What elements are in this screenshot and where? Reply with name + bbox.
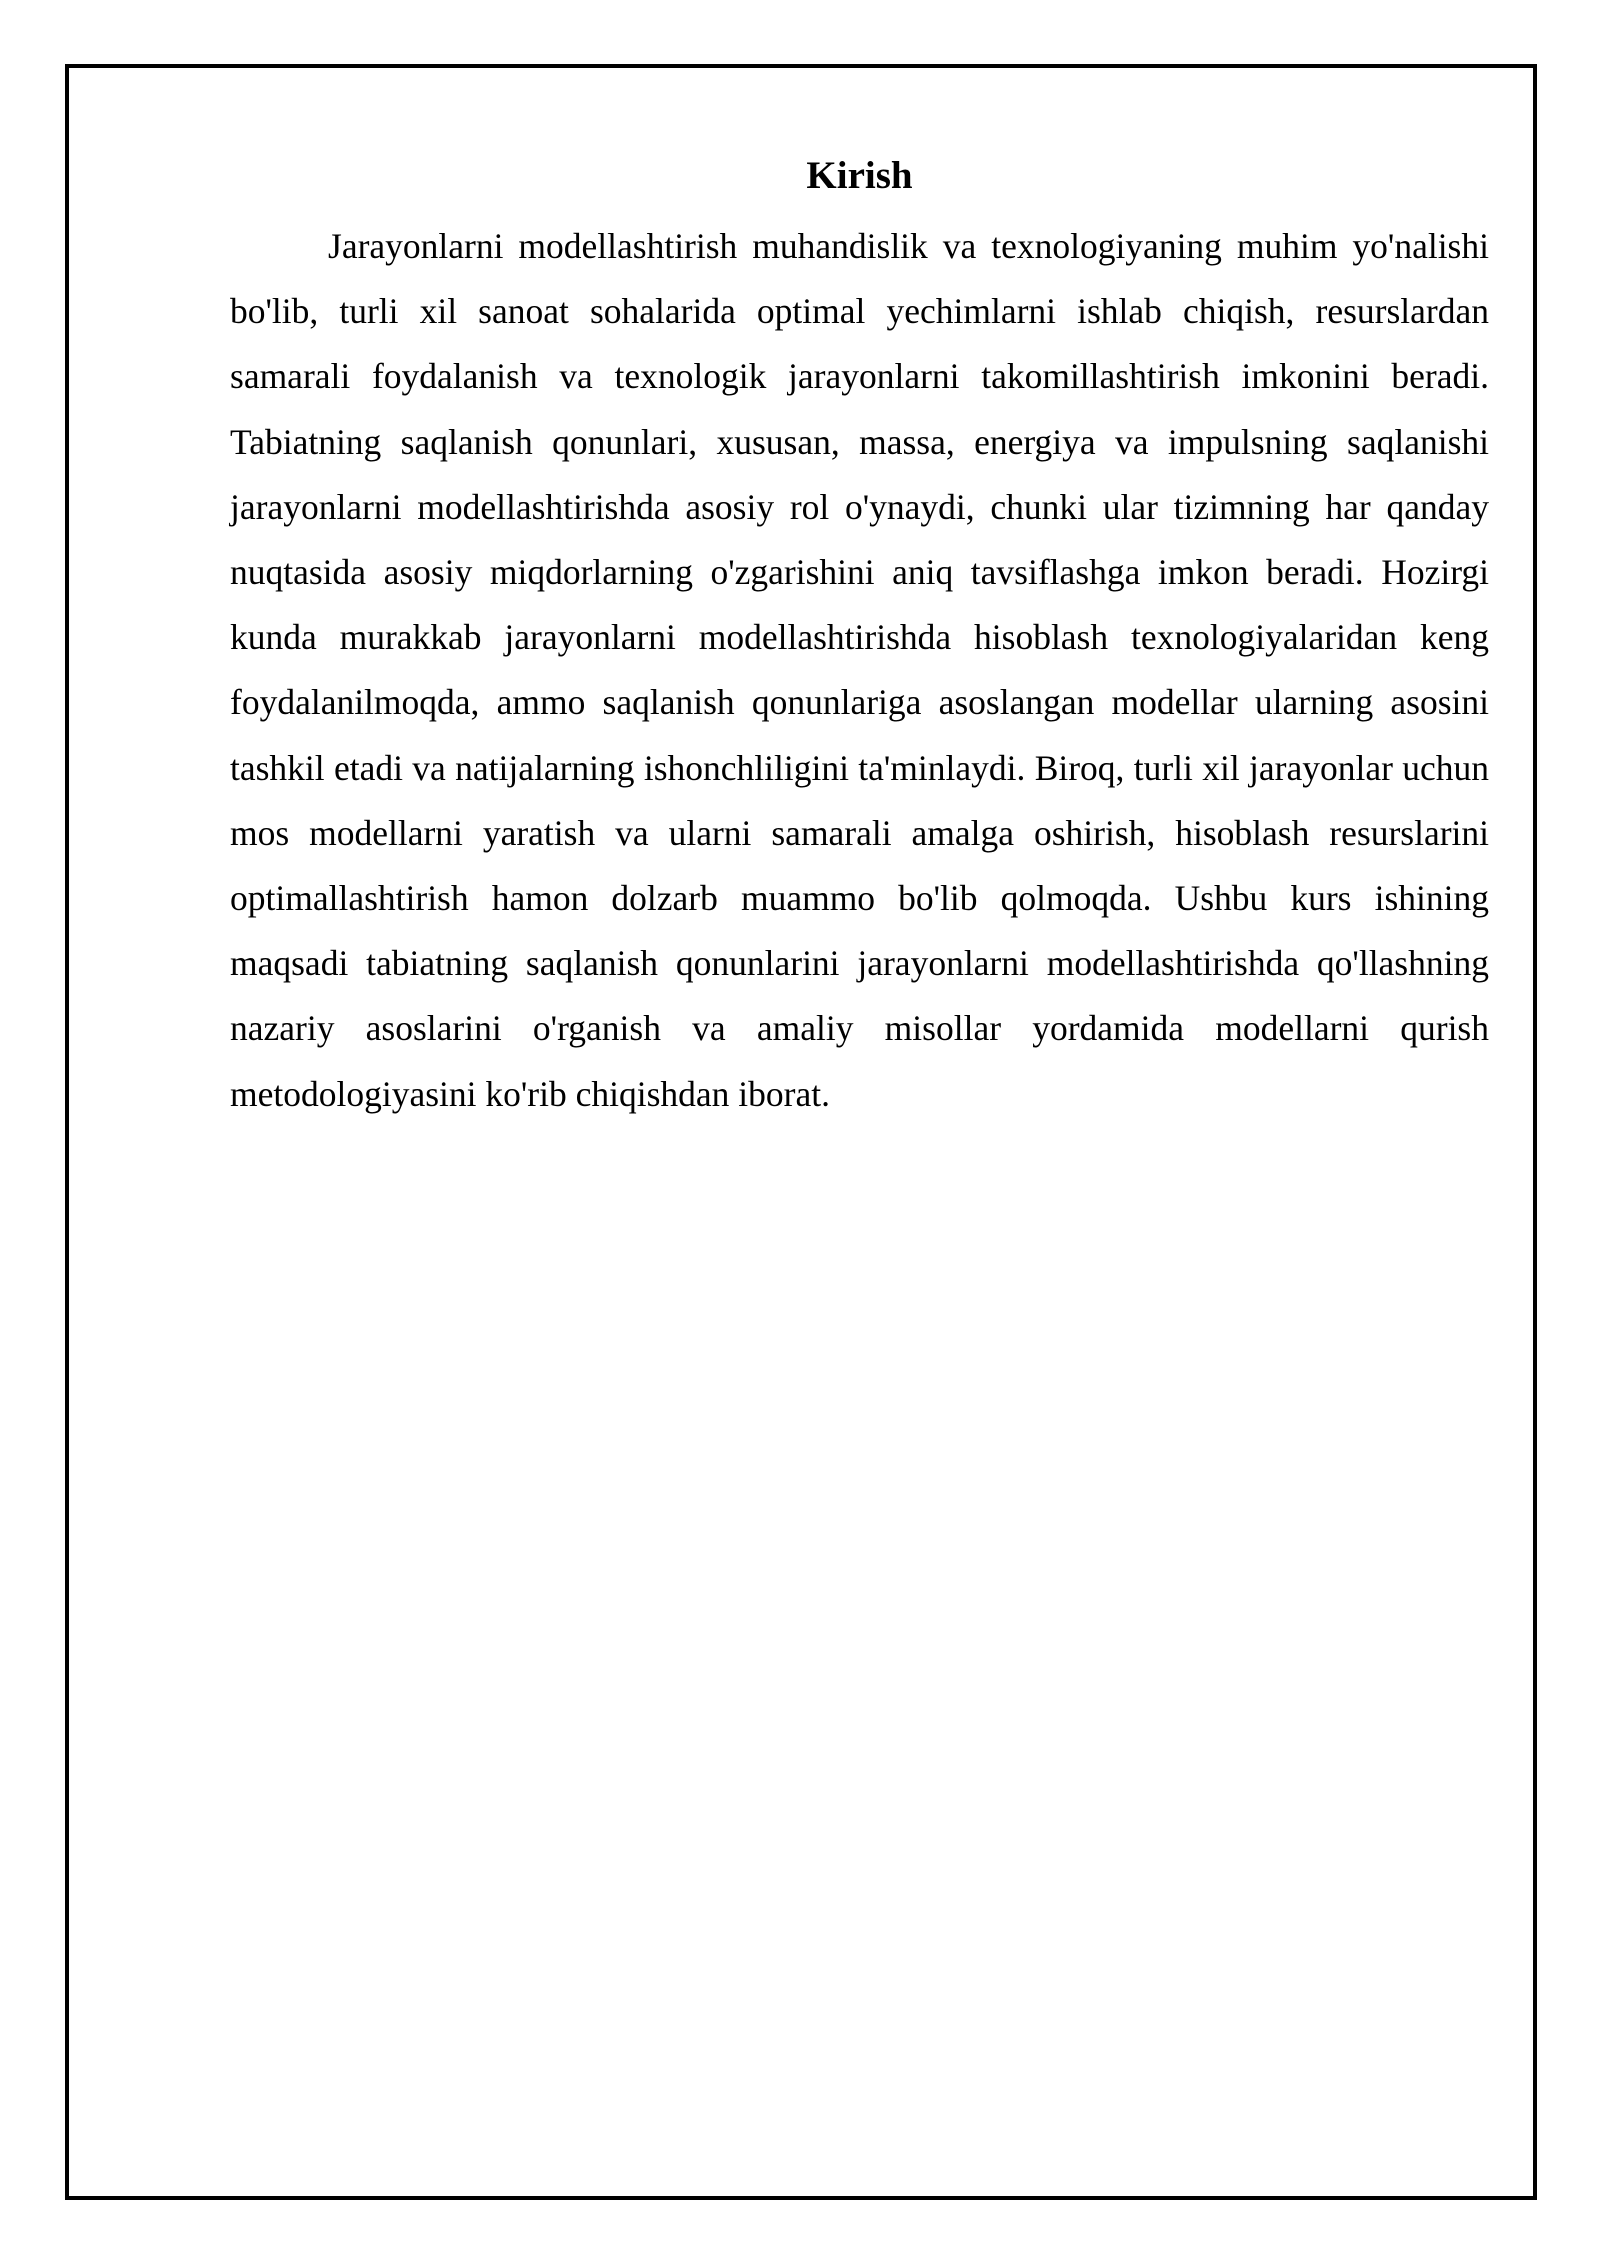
intro-paragraph: Jarayonlarni modellashtirish muhandislik va texnologiyaning muhim yo'nalishi bo'lib, turli xil sanoat sohalarida optimal yechimlarni ishlab chiqish, resurslardan samarali foydalanish va texnologik jarayonlarni takomillashtirish imkonini beradi. Tabiatning saqlanish qonunlari, xususan, massa, energiya va impulsning saqlanishi jarayonlarni modellashtirishda asosiy rol o'ynaydi, chunki ular tizimning har qanday nuqtasida asosiy miqdorlarning o'zgarishini aniq tavsiflashga imkon beradi. Hozirgi kunda murakkab jarayonlarni modellashtirishda hisoblash texnologiyalaridan keng foydalanilmoqda, ammo saqlanish qonunlariga asoslangan modellar ularning asosini tashkil etadi va natijalarning ishonchliligini ta'minlaydi. Biroq, turli xil jarayonlar uchun mos modellarni yaratish va ularni samarali amalga oshirish, hisoblash resurslarini optimallashtirish hamon dolzarb muammo bo'lib qolmoqda. Ushbu kurs ishining maqsadi tabiatning saqlanish qonunlarini jarayonlarni modellashtirishda qo'llashning nazariy asoslarini o'rganish va amaliy misollar yordamida modellarni qurish metodologiyasini ko'rib chiqishdan iborat. bbox=[230, 226, 1489, 1114]
section-heading: Kirish bbox=[806, 154, 913, 197]
document-body bbox=[230, 150, 1489, 1127]
